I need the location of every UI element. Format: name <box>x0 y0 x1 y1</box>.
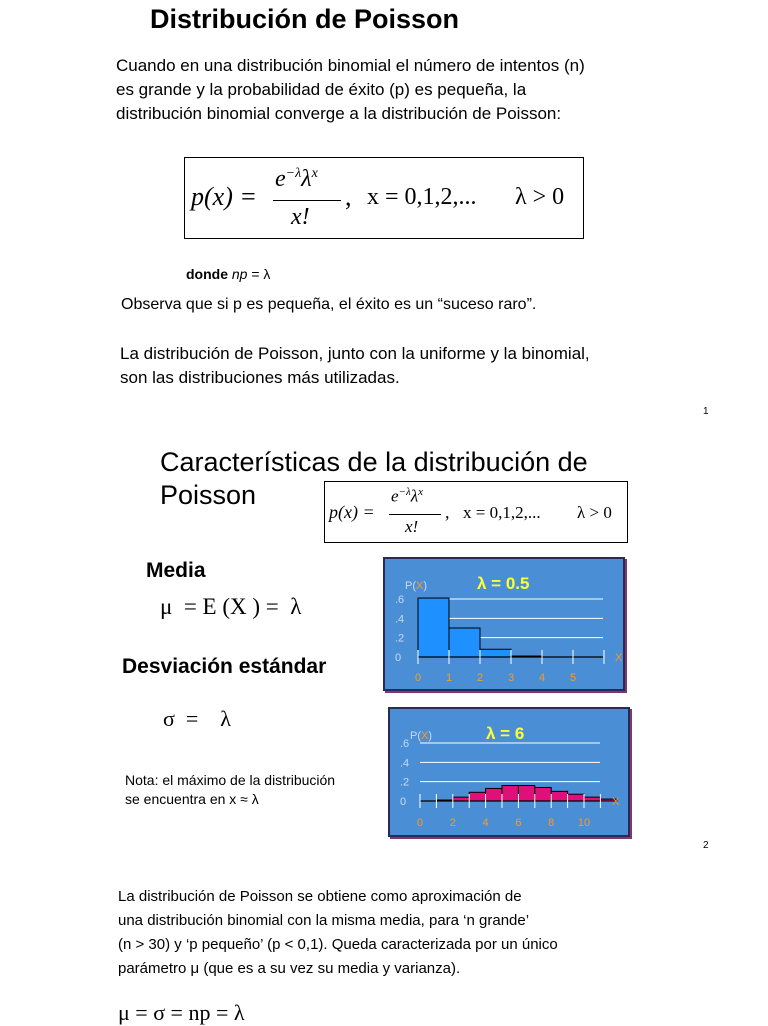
y-axis-label-p: P( <box>410 730 421 742</box>
chart-svg <box>390 709 628 835</box>
chart-svg <box>385 559 623 689</box>
closing-line: son las distribuciones más utilizadas. <box>120 368 400 387</box>
y-tick-label: .2 <box>395 632 405 645</box>
formula-lambda: λ <box>301 166 312 192</box>
x-tick-label: 3 <box>507 672 515 684</box>
poisson-chart-lambda-6 <box>388 707 630 837</box>
bar <box>480 649 511 657</box>
intro-paragraph <box>116 54 585 126</box>
bar <box>502 786 518 801</box>
slide3-paragraph <box>118 885 558 981</box>
x-tick-label: 5 <box>569 672 577 684</box>
x-tick-label: 4 <box>538 672 546 684</box>
x-tick-label: 1 <box>445 672 453 684</box>
intro-line: distribución binomial converge a la distribución de Poisson: <box>116 104 562 123</box>
donde-prefix: donde <box>186 266 232 282</box>
slide3-line: (n > 30) y ‘p pequeño’ (p < 0,1). Queda caracterizada por un único <box>118 936 558 953</box>
closing-paragraph <box>120 342 590 390</box>
y-axis-label <box>405 580 427 592</box>
y-axis-label-close: ) <box>428 730 433 742</box>
bar <box>486 788 502 801</box>
x-tick-label: 4 <box>482 817 489 829</box>
nota-line: se encuentra en x ≈ λ <box>125 791 259 807</box>
formula-lhs: p(x) = <box>329 502 375 522</box>
y-axis-label <box>410 730 432 742</box>
formula-denominator: x! <box>405 517 419 536</box>
desviacion-label: Desviación estándar <box>122 655 327 678</box>
formula-x-exp: x <box>418 486 423 498</box>
donde-note <box>186 266 270 282</box>
x-tick-label: 0 <box>416 817 424 829</box>
page-number: 2 <box>703 840 709 851</box>
final-formula: μ = σ = np = λ <box>118 1000 245 1025</box>
media-formula: μ = E (X ) = λ <box>160 594 302 619</box>
x-tick-label: 10 <box>577 817 591 829</box>
x-tick-label: 2 <box>449 817 456 829</box>
intro-line: Cuando en una distribución binomial el número de intentos (n) <box>116 56 585 75</box>
slide2-title-line: Poisson <box>160 480 257 510</box>
formula-comma: , <box>445 502 450 522</box>
formula-lambda: λ <box>410 486 419 506</box>
y-tick-label: .4 <box>395 613 405 626</box>
bar <box>535 787 551 801</box>
formula-condition: λ > 0 <box>515 184 565 210</box>
closing-line: La distribución de Poisson, junto con la uniforme y la binomial, <box>120 344 590 363</box>
intro-line: es grande y la probabilidad de éxito (p) es pequeña, la <box>116 80 527 99</box>
poisson-formula-box <box>184 157 584 239</box>
y-tick-label: .4 <box>400 757 410 770</box>
chart-title: λ = 6 <box>486 724 525 743</box>
formula-x-exp: x <box>311 166 318 181</box>
slide3-line: La distribución de Poisson se obtiene como aproximación de <box>118 888 522 905</box>
poisson-formula-box-small <box>324 481 628 543</box>
donde-np: np <box>231 266 248 282</box>
y-tick-label: 0 <box>400 796 407 808</box>
x-tick-label: 8 <box>548 817 555 829</box>
slide3-line: parámetro μ (que es a su vez su media y varianza). <box>118 960 461 977</box>
fraction-bar <box>389 514 441 515</box>
y-tick-label: .6 <box>395 594 405 606</box>
y-axis-label-x: X <box>421 730 429 742</box>
media-label: Media <box>146 559 206 582</box>
x-axis-label: X <box>612 796 620 808</box>
page-title: Distribución de Poisson <box>150 4 460 34</box>
formula-numerator <box>391 486 423 507</box>
chart-title: λ = 0.5 <box>477 574 530 593</box>
formula-domain: x = 0,1,2,... <box>367 184 477 210</box>
y-axis-label-x: X <box>416 580 424 592</box>
y-tick-label: .2 <box>400 776 410 789</box>
x-tick-label: 0 <box>414 672 422 684</box>
donde-rest: = λ <box>247 266 271 282</box>
bar <box>568 794 584 801</box>
desviacion-formula: σ = λ <box>163 706 231 731</box>
nota-line: Nota: el máximo de la distribución <box>125 772 336 788</box>
formula-e: e <box>391 486 399 506</box>
y-axis-label-close: ) <box>423 580 428 592</box>
formula-exp: −λ <box>398 486 411 498</box>
bar <box>469 792 485 801</box>
formula-comma: , <box>345 182 352 211</box>
bar <box>449 628 480 657</box>
formula-numerator <box>275 166 318 193</box>
formula-condition: λ > 0 <box>577 503 612 522</box>
y-tick-label: 0 <box>395 652 402 664</box>
observa-text: Observa que si p es pequeña, el éxito es un “suceso raro”. <box>121 296 537 313</box>
formula-e: e <box>275 166 286 192</box>
y-axis-label-p: P( <box>405 580 416 592</box>
bar <box>518 786 534 801</box>
bar <box>418 598 449 657</box>
slide3-line: una distribución binomial con la misma media, para ‘n grande’ <box>118 912 530 929</box>
formula-exp: −λ <box>285 166 302 181</box>
bar <box>551 791 567 801</box>
fraction-bar <box>273 200 341 201</box>
x-axis-label: X <box>615 652 623 664</box>
nota-text <box>125 771 335 809</box>
formula-domain: x = 0,1,2,... <box>463 503 541 522</box>
formula-denominator: x! <box>291 204 310 230</box>
slide2-title-line: Características de la distribución de <box>160 447 588 477</box>
y-tick-label: .6 <box>400 738 410 750</box>
page-number: 1 <box>703 406 709 417</box>
poisson-chart-lambda-0-5 <box>383 557 625 691</box>
x-tick-label: 2 <box>476 672 484 684</box>
formula-lhs: p(x) = <box>191 182 257 211</box>
x-tick-label: 6 <box>515 817 522 829</box>
